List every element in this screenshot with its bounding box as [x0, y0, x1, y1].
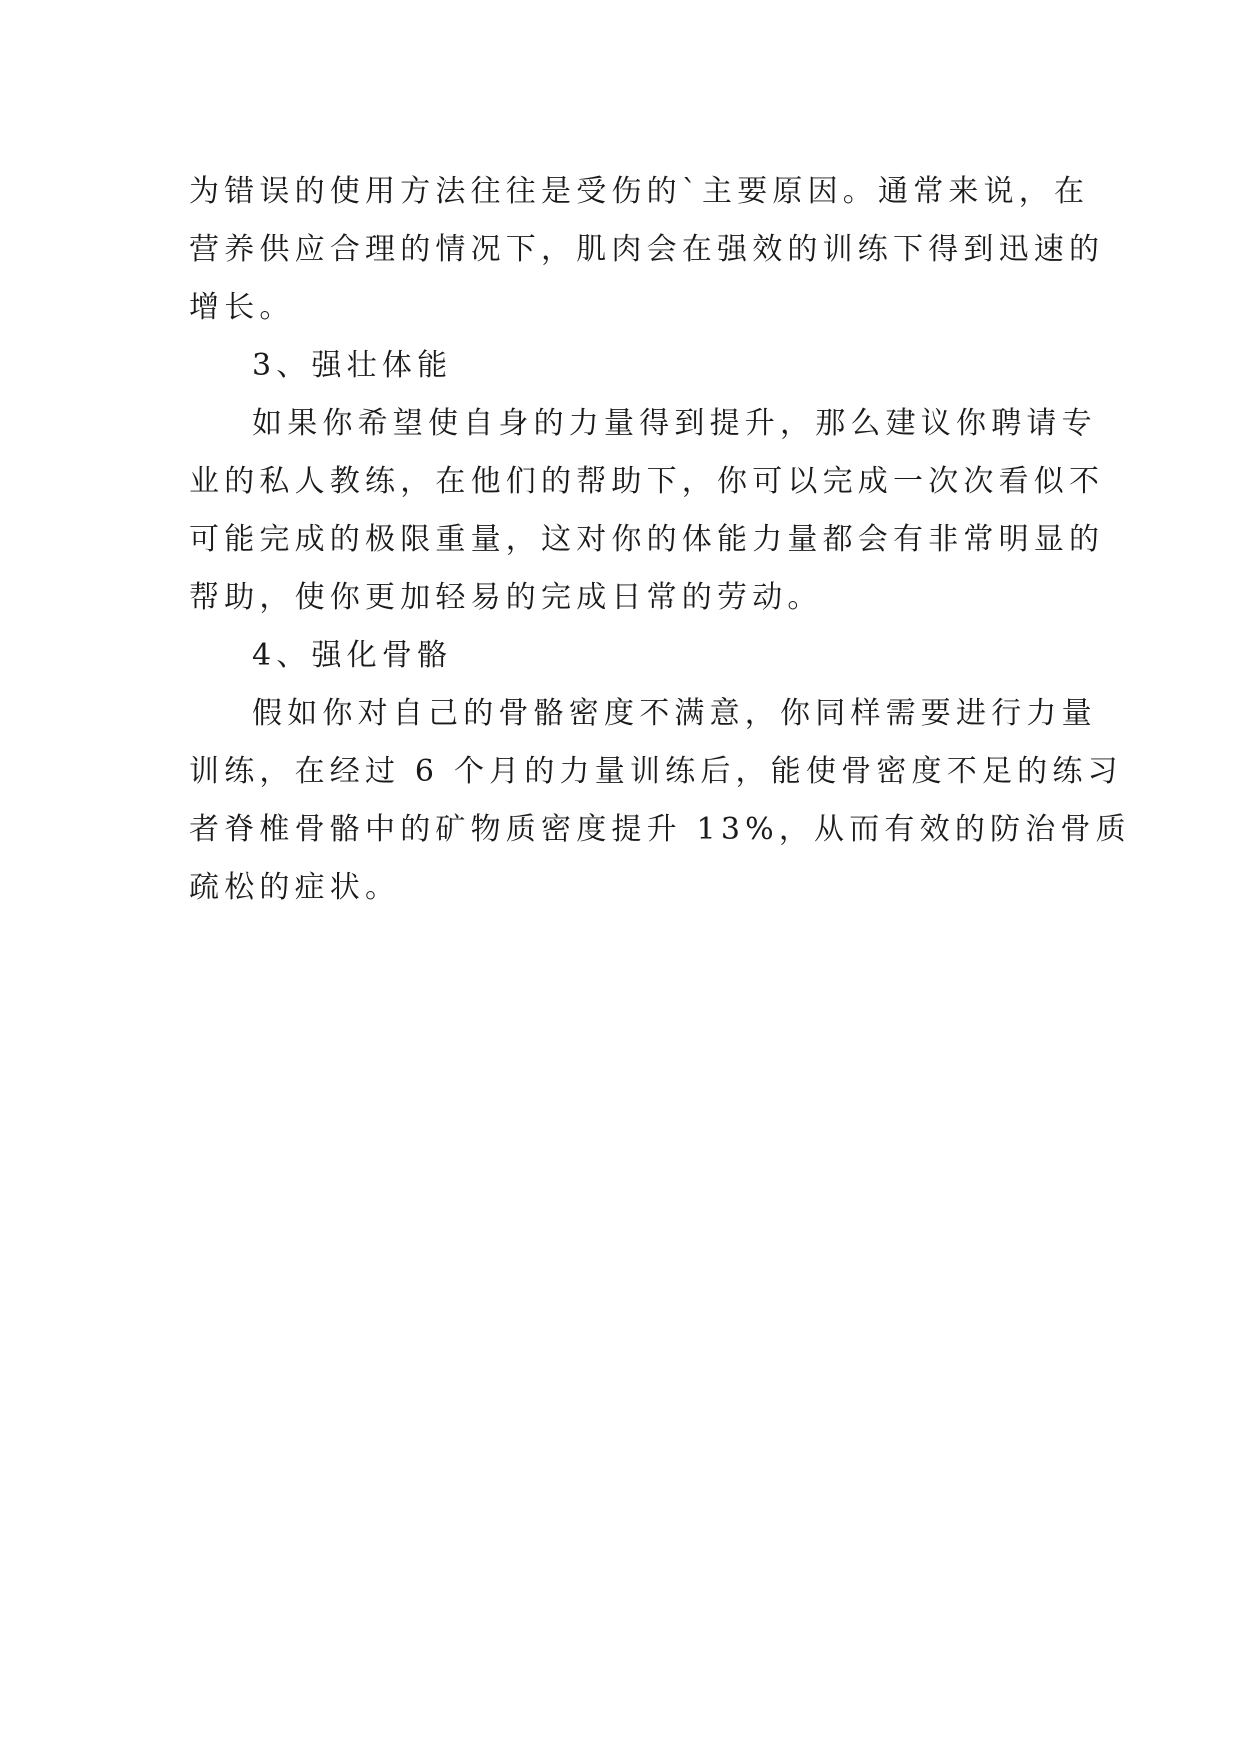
paragraph-line: 增长。 [189, 290, 295, 325]
paragraph-line: 如果你希望使自身的力量得到提升，那么建议你聘请专 [252, 406, 1097, 441]
section-heading-3: 3、强壮体能 [252, 348, 453, 383]
paragraph-line: 训练，在经过 6 个月的力量训练后，能使骨密度不足的练习 [189, 754, 1123, 789]
paragraph-line: 者脊椎骨骼中的矿物质密度提升 13%，从而有效的防治骨质 [189, 812, 1131, 847]
paragraph-line: 假如你对自己的骨骼密度不满意，你同样需要进行力量 [252, 696, 1097, 731]
section-heading-4: 4、强化骨骼 [252, 638, 453, 673]
paragraph-line: 业的私人教练，在他们的帮助下，你可以完成一次次看似不 [189, 464, 1105, 499]
paragraph-line: 营养供应合理的情况下，肌肉会在强效的训练下得到迅速的 [189, 232, 1105, 267]
paragraph-line: 帮助，使你更加轻易的完成日常的劳动。 [189, 580, 823, 615]
paragraph-line: 可能完成的极限重量，这对你的体能力量都会有非常明显的 [189, 522, 1105, 557]
paragraph-line: 为错误的使用方法往往是受伤的`主要原因。通常来说，在 [189, 174, 1090, 209]
paragraph-line: 疏松的症状。 [189, 870, 401, 905]
body-text [189, 163, 1131, 917]
